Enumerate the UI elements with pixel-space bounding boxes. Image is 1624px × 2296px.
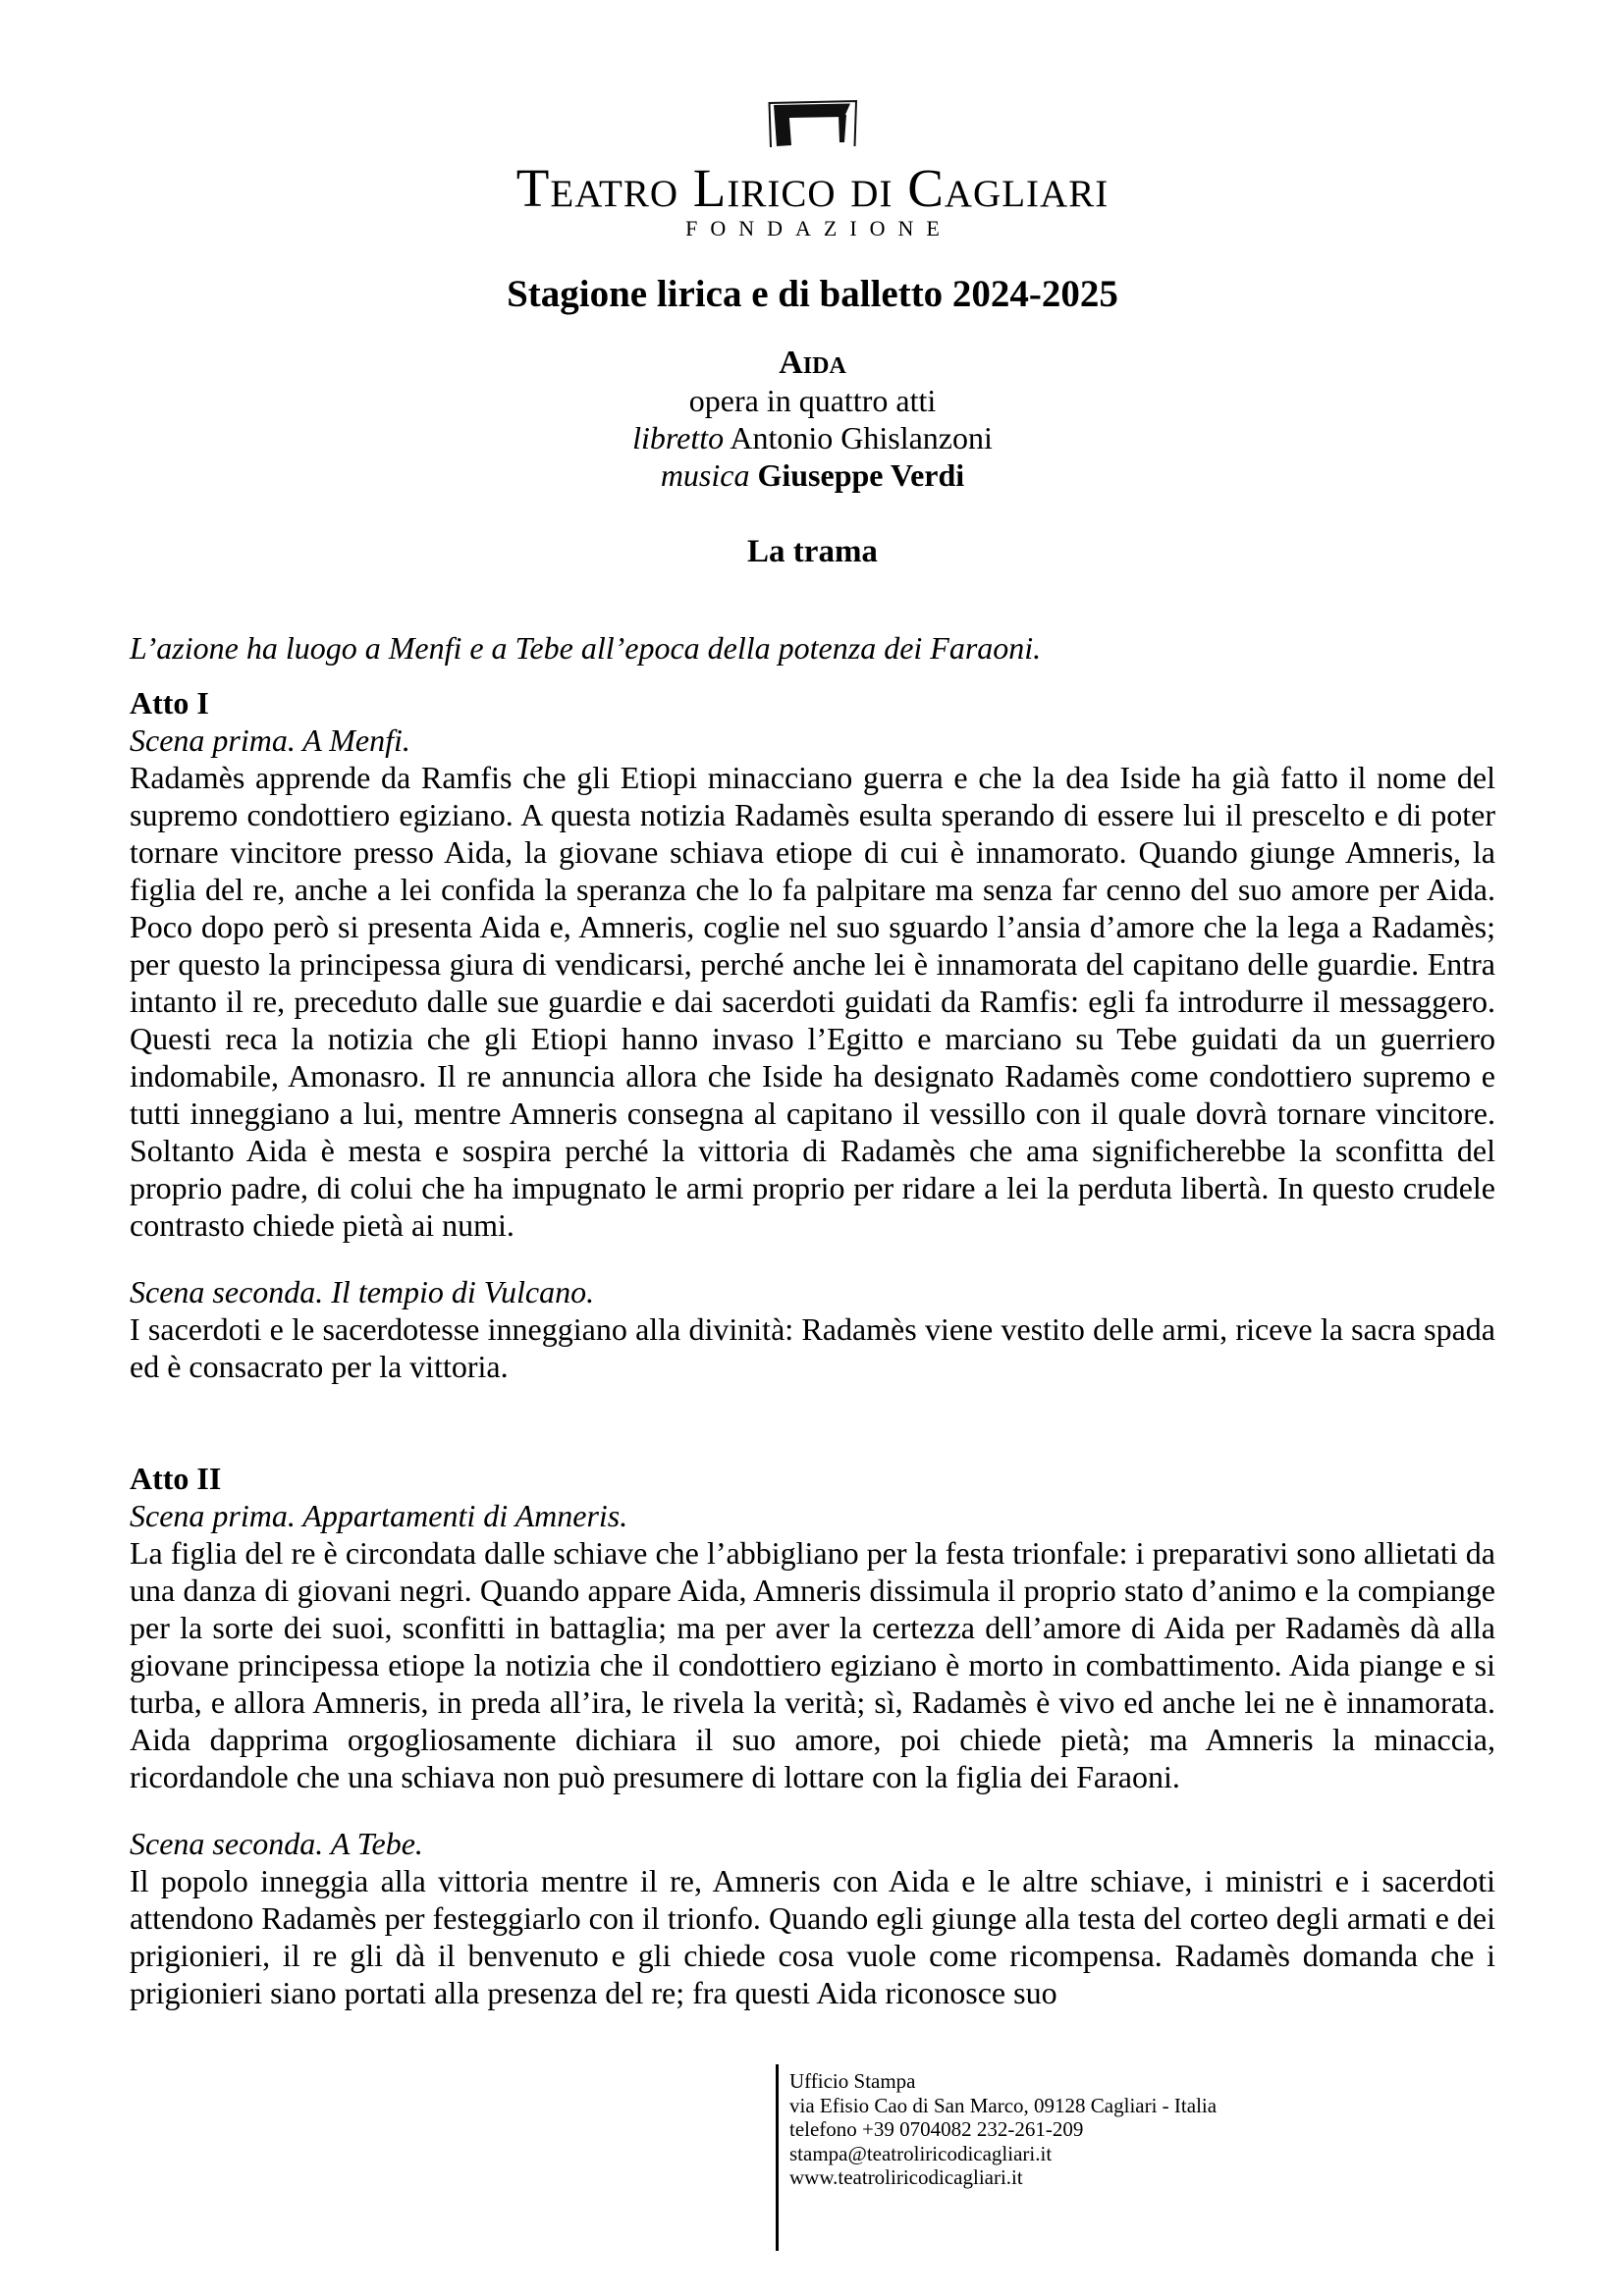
musica-label: musica xyxy=(660,457,750,493)
letterhead xyxy=(130,98,1495,240)
act-1 xyxy=(130,684,1495,1385)
act-2 xyxy=(130,1460,1495,2011)
act-1-title: Atto I xyxy=(130,685,209,721)
act-2-scene-1-text: La figlia del re è circondata dalle schiave che l’abbigliano per la festa trionfale: i preparativi sono allietati da una danza di giovani negri. Quando appare Aida, Amneris dissimula il proprio stato d’animo e la compiange per la sorte dei suoi, sconfitti in battaglia; ma per aver la certezza dell’amore di Aida per Radamès dà alla giovane principessa etiope la notizia che il condottiero egiziano è morto in combattimento. Aida piange e si turba, e allora Amneris, in preda all’ira, le rivela la verità; sì, Radamès è vivo ed anche lei ne è innamorata. Aida dapprima orgogliosamente dichiara il suo amore, poi chiede pietà; ma Amneris la minaccia, ricordandole che una schiava non può presumere di lottare con la figlia dei Faraoni. xyxy=(130,1535,1495,1794)
act-1-scene-2-text: I sacerdoti e le sacerdotesse inneggiano alla divinità: Radamès viene vestito delle armi, riceve la sacra spada ed è consacrato per la vittoria. xyxy=(130,1311,1495,1384)
act-2-title: Atto II xyxy=(130,1461,222,1496)
libretto-label: libretto xyxy=(632,420,725,455)
foundation-label: FONDAZIONE xyxy=(685,216,952,240)
libretto-line xyxy=(130,419,1495,456)
footer-phone: telefono +39 0704082 232-261-209 xyxy=(789,2117,1084,2141)
theater-arch-icon xyxy=(130,98,1495,151)
musica-composer: Giuseppe Verdi xyxy=(757,457,965,493)
footer-office-name: Ufficio Stampa xyxy=(789,2069,916,2093)
section-title: La trama xyxy=(747,534,878,569)
act-2-scene-1 xyxy=(130,1497,1495,1795)
footer-website: www.teatroliricodicagliari.it xyxy=(789,2165,1023,2189)
act-2-scene-2-text: Il popolo inneggia alla vittoria mentre il re, Amneris con Aida e le altre schiave, i ministri e i sacerdoti attendono Radamès per festeggiarlo con il trionfo. Quando egli giunge alla testa del corteo degli armati e dei prigionieri, il re gli dà il benvenuto e gli chiede cosa vuole come ricompensa. Radamès domanda che i prigionieri siano portati alla presenza del re; fra questi Aida riconosce suo xyxy=(130,1863,1495,2010)
season-title: Stagione lirica e di balletto 2024-2025 xyxy=(507,273,1118,315)
musica-line xyxy=(130,456,1495,494)
work-block xyxy=(130,345,1495,494)
act-1-scene-1 xyxy=(130,721,1495,1244)
opera-title: Aida xyxy=(779,345,846,381)
theater-name: Teatro Lirico di Cagliari xyxy=(515,158,1110,218)
act-1-scene-2-heading: Scena seconda. Il tempio di Vulcano. xyxy=(130,1274,595,1309)
act-1-scene-1-text: Radamès apprende da Ramfis che gli Etiopi minacciano guerra e che la dea Iside ha già fatto il nome del supremo condottiero egiziano. A questa notizia Radamès esulta sperando di essere lui il prescelto e di poter tornare vincitore presso Aida, la giovane schiava etiope di cui è innamorato. Quando giunge Amneris, la figlia del re, anche a lei confida la speranza che lo fa palpitare ma senza far cenno del suo amore per Aida. Poco dopo però si presenta Aida e, Amneris, coglie nel suo sguardo l’ansia d’amore che la lega a Radamès; per questo la principessa giura di vendicarsi, perché anche lei è innamorata del capitano delle guardie. Entra intanto il re, preceduto dalle sue guardie e dai sacerdoti guidati da Ramfis: egli fa introdurre il messaggero. Questi reca la notizia che gli Etiopi hanno invaso l’Egitto e marciano su Tebe guidati da un guerriero indomabile, Amonasro. Il re annuncia allora che Iside ha designato Radamès come condottiero supremo e tutti inneggiano a lui, mentre Amneris consegna al capitano il vessillo con il quale dovrà tornare vincitore. Soltanto Aida è mesta e sospira perché la vittoria di Radamès che ama significherebbe la sconfitta del proprio padre, di colui che ha impugnato le armi proprio per ridare a lei la perduta libertà. In questo crudele contrasto chiede pietà ai numi. xyxy=(130,760,1495,1243)
synopsis-content xyxy=(130,629,1495,2011)
act-2-scene-2-heading: Scena seconda. A Tebe. xyxy=(130,1826,423,1861)
libretto-author: Antonio Ghislanzoni xyxy=(730,420,993,455)
footer-email: stampa@teatroliricodicagliari.it xyxy=(789,2141,1053,2165)
footer-address: via Efisio Cao di San Marco, 09128 Cagliari - Italia xyxy=(789,2093,1218,2117)
act-2-scene-1-heading: Scena prima. Appartamenti di Amneris. xyxy=(130,1498,628,1533)
press-office-footer xyxy=(776,2064,1217,2251)
act-1-scene-2 xyxy=(130,1273,1495,1385)
act-1-scene-1-heading: Scena prima. A Menfi. xyxy=(130,722,410,758)
epigraph: L’azione ha luogo a Menfi e a Tebe all’epoca della potenza dei Faraoni. xyxy=(130,630,1042,666)
act-2-scene-2 xyxy=(130,1825,1495,2011)
opera-form: opera in quattro atti xyxy=(688,383,937,418)
